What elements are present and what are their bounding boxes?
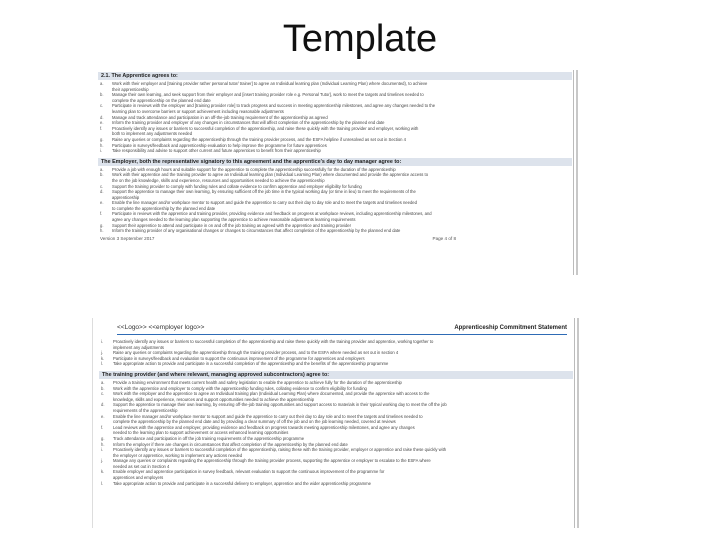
list-item-text: Enable the line manager and/or workplace mentor to support and guide the apprentice to carry out their day to day role and to meet the targets and timelines needed xyxy=(112,200,417,206)
list-marker: a. xyxy=(101,379,105,385)
list-item-text: Raise any queries or complaints regarding the apprenticeship through the training provider process, and to the ESFA where needed as set out in section 4 xyxy=(113,350,399,356)
list-item-text: Manage their own learning, and seek support from their employer and [insert training provider role e.g. Personal Tutor], work to meet the targets and timelines needed to xyxy=(112,92,424,98)
list-marker: c. xyxy=(101,391,105,397)
list-item-text: Work with the employer and the apprentice to agree an Individual training plan (Individual Learning Plan) where documented, and provide the apprentice with access to the xyxy=(113,391,430,397)
list-marker: j. xyxy=(101,458,104,464)
list-item-text: Take appropriate action to provide and participate in a successful delivery to employer, apprentice and the wider apprenticeship programme xyxy=(113,480,371,486)
list-item-text: Enable employer and apprentice participation in survey feedback, relevant evaluation to support the continuous improvement of the programme for xyxy=(113,469,385,475)
list-item-text: Proactively identify any issues or barriers to successful completion of the apprenticeship and raise these quickly with the training provider and apprentice, working together to xyxy=(113,339,434,344)
section-heading-apprentice: 2.1. The Apprentice agrees to: xyxy=(98,72,572,80)
list-item-text: Work with their apprentice and the training provider to agree an Individual learning plan (Individual Learning Plan) where documented and provide the apprentice access to xyxy=(112,172,429,178)
section-heading-employer: The Employer, both the representative signatory to this agreement and the apprentice's day to day manager agree to: xyxy=(98,158,572,166)
section-heading-training-provider: The training provider (and where relevant, managing approved subcontractors) agree to: xyxy=(99,371,573,379)
list-item-text: complete the apprenticeship by the planned end date and by providing a clear summary of off the job and on the job learning needed, covered at reviews xyxy=(113,419,396,425)
list-item-text: agree any changes needed to the learning plan supporting the apprentice to achieve reasonable adjustments learning requirements xyxy=(112,217,356,223)
list-marker: l. xyxy=(101,480,104,486)
list-item-text: Participate in reviews with the employer and [training provider role] to track progress and success in meeting apprenticeship milestones, and agree any changes needed to the xyxy=(112,103,436,109)
list-item-text: learning plan to overcome barriers or support achievement including reasonable adjustments xyxy=(112,108,284,114)
list-item-text: apprenticeship xyxy=(112,194,140,200)
list-item-text: Lead reviews with the apprentice and employer, providing evidence and feedback on progress towards meeting apprenticeship milestones, and agree any changes xyxy=(113,424,415,430)
header-rule xyxy=(117,334,567,335)
list-item-text: Provide a job with enough hours and suitable support for the apprentice to complete the apprenticeship successfully for the duration of the apprenticeship xyxy=(112,166,396,172)
list-item-text: Enable the line manager and/or workplace mentor to support and guide the apprentice to carry out their day to day role and to meet the targets and timelines needed to xyxy=(113,413,423,419)
list-item-text: implement any adjustments xyxy=(113,344,164,350)
list-item-text: their apprenticeship xyxy=(112,86,149,92)
list-item-text: Support the training provider to comply with funding rules and collate evidence to confirm apprentice and employer eligibility for funding xyxy=(112,183,362,189)
list-item-text: both to implement any adjustments needed xyxy=(112,131,193,137)
list-item-text: the on the job knowledge, skills and experience, resources and opportunities needed to achieve the apprenticeship xyxy=(112,177,325,183)
list-marker: h. xyxy=(100,142,104,148)
document-page-bottom xyxy=(92,318,579,528)
list-item-text: Provide a training environment that meets current health and safety legislation to enable the apprentice to achieve fully for the duration of the apprenticeship xyxy=(113,379,402,385)
list-marker: a. xyxy=(100,166,104,172)
list-item-text: Support their apprentice to attend and participate in on and off the job training as agreed with the apprentice and training provider xyxy=(112,222,352,228)
footer-page-number: Page 4 of 8 xyxy=(432,235,456,241)
list-marker: h. xyxy=(100,228,104,234)
list-item-text: Support the apprentice to manage their own learning, by ensuring off-the-job training opportunities and support access to materials in their typical working day to meet the off the job xyxy=(113,402,447,408)
list-marker: e. xyxy=(100,200,104,206)
list-item-text: Participate in reviews with the apprentice and training provider, providing evidence and feedback on progress at workplace reviews, including apprenticeship milestones, and xyxy=(112,211,432,217)
footer-version: Version 3 September 2017 xyxy=(100,235,155,241)
list-item-text: to complete the apprenticeship by the planned end date xyxy=(112,205,216,211)
list-marker: i. xyxy=(100,148,103,154)
list-item-text: apprentices and employers xyxy=(113,475,164,481)
statement-title: Apprenticeship Commitment Statement xyxy=(454,325,567,331)
list-item-text: Raise any queries or complaints regarding the apprenticeship through the training provider process, and the ESFA helpline if unresolved as set out in Section 4 xyxy=(112,136,406,142)
list-marker: b. xyxy=(100,172,104,178)
list-marker: k. xyxy=(101,355,105,361)
page-edge-line xyxy=(573,70,574,275)
list-marker: e. xyxy=(101,413,105,419)
list-marker: g. xyxy=(100,222,104,228)
list-item-text: Manage and track attendance and participation in an off-the-job training requirement of the apprenticeship as agreed xyxy=(112,114,328,120)
list-item-text: Track attendance and participation in off the job training requirements of the apprenticeship programme xyxy=(113,435,305,441)
list-item-text: Take responsibility and advise to support other current and future apprentices to benefit from their apprenticeship xyxy=(112,148,321,154)
list-marker: f. xyxy=(101,424,104,430)
list-marker: d. xyxy=(100,189,104,195)
list-marker: f. xyxy=(100,211,103,217)
list-marker: l. xyxy=(101,361,104,367)
list-marker: i. xyxy=(101,447,104,453)
list-item-text: Inform the training provider of any organisational changes or changes to circumstances that affect completion of the apprenticeship by the planned end date xyxy=(112,228,401,234)
list-item-text: Participate in surveys/feedback and apprenticeship evaluation to help improve the programme for future apprentices xyxy=(112,142,327,148)
list-item-text: requirements of the apprenticeship xyxy=(113,407,178,413)
apprentice-obligations-list xyxy=(92,81,576,154)
list-item-text: Support the apprentice to manage their own learning, by ensuring sufficient off the job time in the typical working day (or time in lieu) to meet the requirements of the xyxy=(112,189,416,195)
list-marker: c. xyxy=(100,183,104,189)
list-item-text: Proactively identify any issues or barriers to successful completion of the apprenticeship, and raise these quickly with the training provider and employer, working with xyxy=(112,125,419,131)
list-item-text: the employer or apprentice, working to implement any actions needed xyxy=(113,452,243,458)
list-item xyxy=(100,228,570,234)
list-item-text: Work with their employer and [training provider rather personal tutor/ trainer] to agree an Individual learning plan (Individual Learning Plan) where documented), to achieve xyxy=(112,81,428,86)
list-item xyxy=(101,361,571,367)
list-marker: a. xyxy=(100,81,104,86)
page-footer xyxy=(100,236,456,241)
list-item xyxy=(101,481,571,487)
employer-obligations-continued xyxy=(93,339,577,367)
list-item-text: needed as set out in Section 4 xyxy=(113,463,170,469)
list-marker: j. xyxy=(101,350,104,356)
list-item-text: Work with the apprentice and employer to comply with the apprenticeship funding rules, collating evidence to confirm eligibility for funding xyxy=(113,385,367,391)
list-marker: b. xyxy=(101,385,105,391)
employer-obligations-list xyxy=(92,167,576,234)
list-item-text: Proactively identify any issues or barriers to successful completion of the apprenticeship, raising these with the training provider, employer or apprentice and raise these quickly with xyxy=(113,447,447,453)
list-marker: d. xyxy=(100,114,104,120)
slide-title: Template xyxy=(282,18,438,60)
list-marker: g. xyxy=(101,435,105,441)
logo-placeholders: <<Logo>> <<employer logo>> xyxy=(117,324,205,331)
training-provider-obligations-list xyxy=(93,380,577,486)
list-item xyxy=(100,148,570,154)
list-marker: b. xyxy=(100,92,104,98)
list-marker: h. xyxy=(101,441,105,447)
list-item-text: Take appropriate action to provide and participate in a successful completion of the apprenticeship and the benefits of the apprenticeship programme xyxy=(113,361,389,367)
list-marker: g. xyxy=(100,136,104,142)
list-item-text: knowledge, skills and experience, resources and support opportunities needed to achieve the apprenticeship xyxy=(113,396,315,402)
list-item-text: Inform the training provider and employer of any changes in circumstances that will affect completion of the apprenticeship by the planned end date xyxy=(112,120,385,126)
page-header xyxy=(117,324,567,331)
list-marker: f. xyxy=(100,125,103,131)
list-item-text: Manage any queries or complaints regarding the apprenticeship through the training provider process, supporting the apprentice or employer to escalate to the ESFA where xyxy=(113,458,431,464)
document-page-top xyxy=(92,70,578,275)
list-item-text: Inform the employer if there are changes in circumstances that affect completion of the apprenticeship by the planned end date xyxy=(113,441,348,447)
list-marker: c. xyxy=(100,103,104,109)
list-marker: k. xyxy=(101,469,105,475)
list-item-text: needed to the learning plan to support achievement or access enhanced learning opportunities xyxy=(113,430,289,436)
list-marker: d. xyxy=(101,402,105,408)
list-marker: i. xyxy=(101,339,104,344)
page-edge-line xyxy=(574,318,575,528)
list-item-text: Participate in surveys/feedback and evaluation to support the continuous improvement of the programme for apprentices and employers xyxy=(113,355,365,361)
list-item-text: complete the apprenticeship on the planned end date xyxy=(112,97,211,103)
list-marker: e. xyxy=(100,120,104,126)
